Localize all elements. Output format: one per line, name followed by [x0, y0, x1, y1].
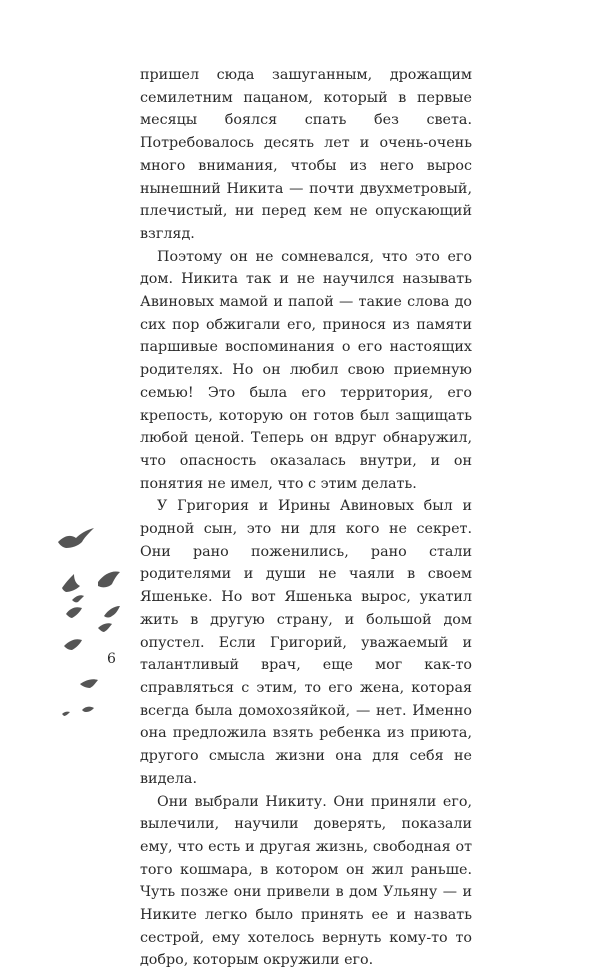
- bird-icon: [82, 707, 94, 712]
- bird-icon: [98, 571, 120, 587]
- bird-icon: [104, 606, 120, 618]
- bird-icon: [80, 679, 98, 688]
- bird-icon: [58, 528, 94, 548]
- bird-icon: [72, 595, 84, 602]
- paragraph: Они выбрали Никиту. Они приняли его, вылечили, научили доверять, показали ему, что есть и другая жизнь, свободная от того кошмара, в котором он жил раньше. Чуть позже они привели в дом Ульяну — и Никите легко было принять ее и назвать сестрой, ему хотелось вернуть кому-то то добро, которым окружили его.: [140, 791, 472, 972]
- page-number: 6: [107, 651, 116, 667]
- bird-icon: [64, 639, 82, 650]
- paragraph-continued: пришел сюда зашуганным, дрожащим семилетним пацаном, который в первые месяцы боялся спать без света. Потребовалось десять лет и очень-очень много внимания, чтобы из него вырос нынешний Никита — почти двухметровый, плечистый, ни перед кем не опускающий взгляд.: [140, 64, 472, 246]
- paragraph: Поэтому он не сомневался, что это его дом. Никита так и не научился называть Авиновых мамой и папой — такие слова до сих пор обжигали его, принося из памяти паршивые воспоминания о его настоящих родителях. Но он любил свою приемную семью! Это была его территория, его крепость, которую он готов был защищать любой ценой. Теперь он вдруг обнаружил, что опасность оказалась внутри, и он понятия не имел, что с этим делать.: [140, 246, 472, 496]
- bird-icon: [98, 623, 112, 632]
- body-text: [140, 64, 472, 972]
- bird-icon: [66, 607, 82, 618]
- bird-icon: [62, 574, 80, 592]
- paragraph: У Григория и Ирины Авиновых был и родной сын, это ни для кого не секрет. Они рано поженились, рано стали родителями и души не чаяли в своем Яшеньке. Но вот Яшенька вырос, укатил жить в другую страну, и большой дом опустел. Если Григорий, уважаемый и талантливый врач, еще мог как-то справляться с этим, то его жена, которая всегда была домохозяйкой, — нет. Именно она предложила взять ребенка из приюта, другого смысла жизни она для себя не видела.: [140, 495, 472, 790]
- bird-icon: [62, 712, 70, 716]
